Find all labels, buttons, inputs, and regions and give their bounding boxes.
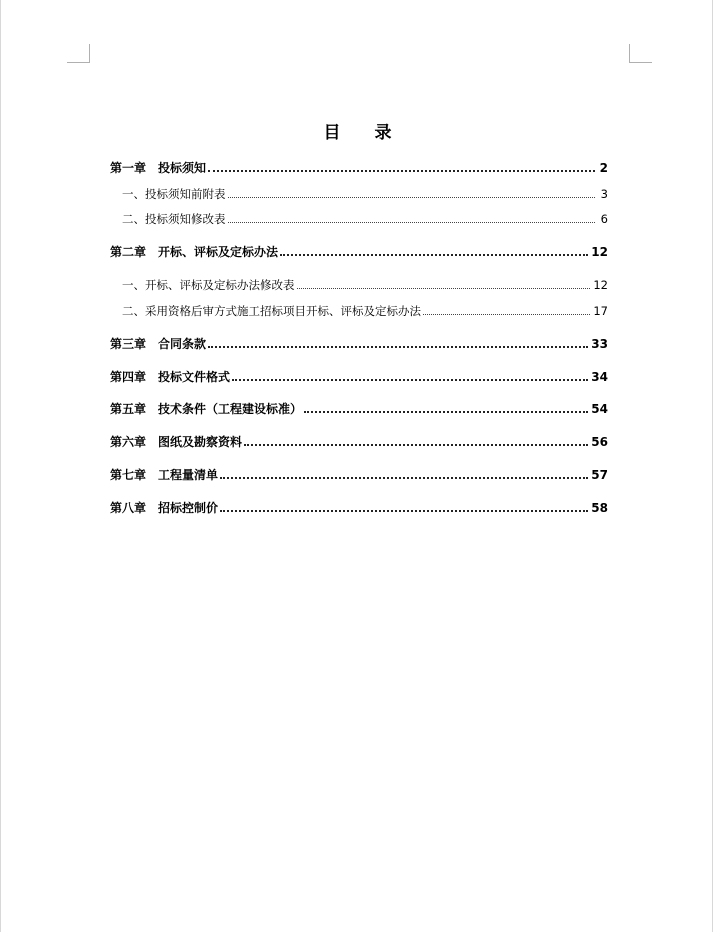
toc-leader <box>228 222 596 223</box>
toc-entry-chapter-3[interactable] <box>110 336 608 352</box>
toc-entry-text: 技术条件（工程建设标准） <box>158 402 303 416</box>
toc-entry-section-2-1[interactable] <box>110 277 608 293</box>
toc-entry-text: 二、投标须知修改表 <box>122 212 226 226</box>
toc-title: 目 录 <box>323 123 406 143</box>
toc-entry-chapter-8[interactable] <box>110 500 608 516</box>
toc-entry-text: 图纸及勘察资料 <box>158 435 243 449</box>
toc-leader <box>228 197 596 198</box>
toc-chapter-number: 第五章 <box>110 402 147 416</box>
toc-chapter-number: 第一章 <box>110 161 147 175</box>
toc-entry-section-2-2[interactable] <box>110 303 608 319</box>
toc-chapter-number: 第六章 <box>110 435 147 449</box>
toc-chapter-number: 第三章 <box>110 337 147 351</box>
toc-page-number: 56 <box>591 435 608 449</box>
toc-leader <box>208 346 588 348</box>
toc-entry-text: 合同条款 <box>158 337 207 351</box>
toc-leader <box>423 314 590 315</box>
toc-page-number: 3 <box>600 187 608 201</box>
toc-entry-text: 一、投标须知前附表 <box>122 187 226 201</box>
toc-entry-text: 工程量清单 <box>158 468 219 482</box>
toc-leader <box>304 411 588 413</box>
crop-mark-top-left <box>67 44 90 63</box>
toc-entry-text: 投标文件格式 <box>158 370 231 384</box>
toc-entry-text: 一、开标、评标及定标办法修改表 <box>122 278 295 292</box>
toc-page-number: 54 <box>591 402 608 416</box>
toc-chapter-number: 第四章 <box>110 370 147 384</box>
crop-mark-top-right <box>629 44 652 63</box>
toc-page-number: 57 <box>591 468 608 482</box>
toc-leader <box>208 170 595 172</box>
toc-chapter-number: 第八章 <box>110 501 147 515</box>
toc-entry-chapter-6[interactable] <box>110 434 608 450</box>
toc-entry-text: 投标须知 <box>158 161 207 175</box>
toc-entry-section-1-1[interactable] <box>110 186 608 202</box>
toc-leader <box>280 254 588 256</box>
toc-leader <box>220 510 588 512</box>
toc-leader <box>244 444 588 446</box>
toc-page-number: 33 <box>591 337 608 351</box>
toc-entry-chapter-1[interactable] <box>110 160 608 176</box>
toc-chapter-number: 第二章 <box>110 245 147 259</box>
toc-page-number: 12 <box>593 278 608 292</box>
toc-page-number: 58 <box>591 501 608 515</box>
toc-entry-chapter-4[interactable] <box>110 369 608 385</box>
toc-entry-chapter-2[interactable] <box>110 244 608 260</box>
toc-chapter-number: 第七章 <box>110 468 147 482</box>
toc-entry-text: 开标、评标及定标办法 <box>158 245 279 259</box>
toc-leader <box>232 379 588 381</box>
toc-page-number: 12 <box>591 245 608 259</box>
toc-leader <box>297 288 591 289</box>
toc-page-number: 6 <box>600 212 608 226</box>
toc-entry-section-1-2[interactable] <box>110 211 608 227</box>
toc-leader <box>220 477 588 479</box>
toc-entry-chapter-7[interactable] <box>110 467 608 483</box>
toc-page-number: 2 <box>599 161 608 175</box>
toc-page-number: 34 <box>591 370 608 384</box>
toc-entry-text: 招标控制价 <box>158 501 219 515</box>
toc-entry-text: 二、采用资格后审方式施工招标项目开标、评标及定标办法 <box>122 304 421 318</box>
toc-page-number: 17 <box>593 304 608 318</box>
toc-entry-chapter-5[interactable] <box>110 401 608 417</box>
